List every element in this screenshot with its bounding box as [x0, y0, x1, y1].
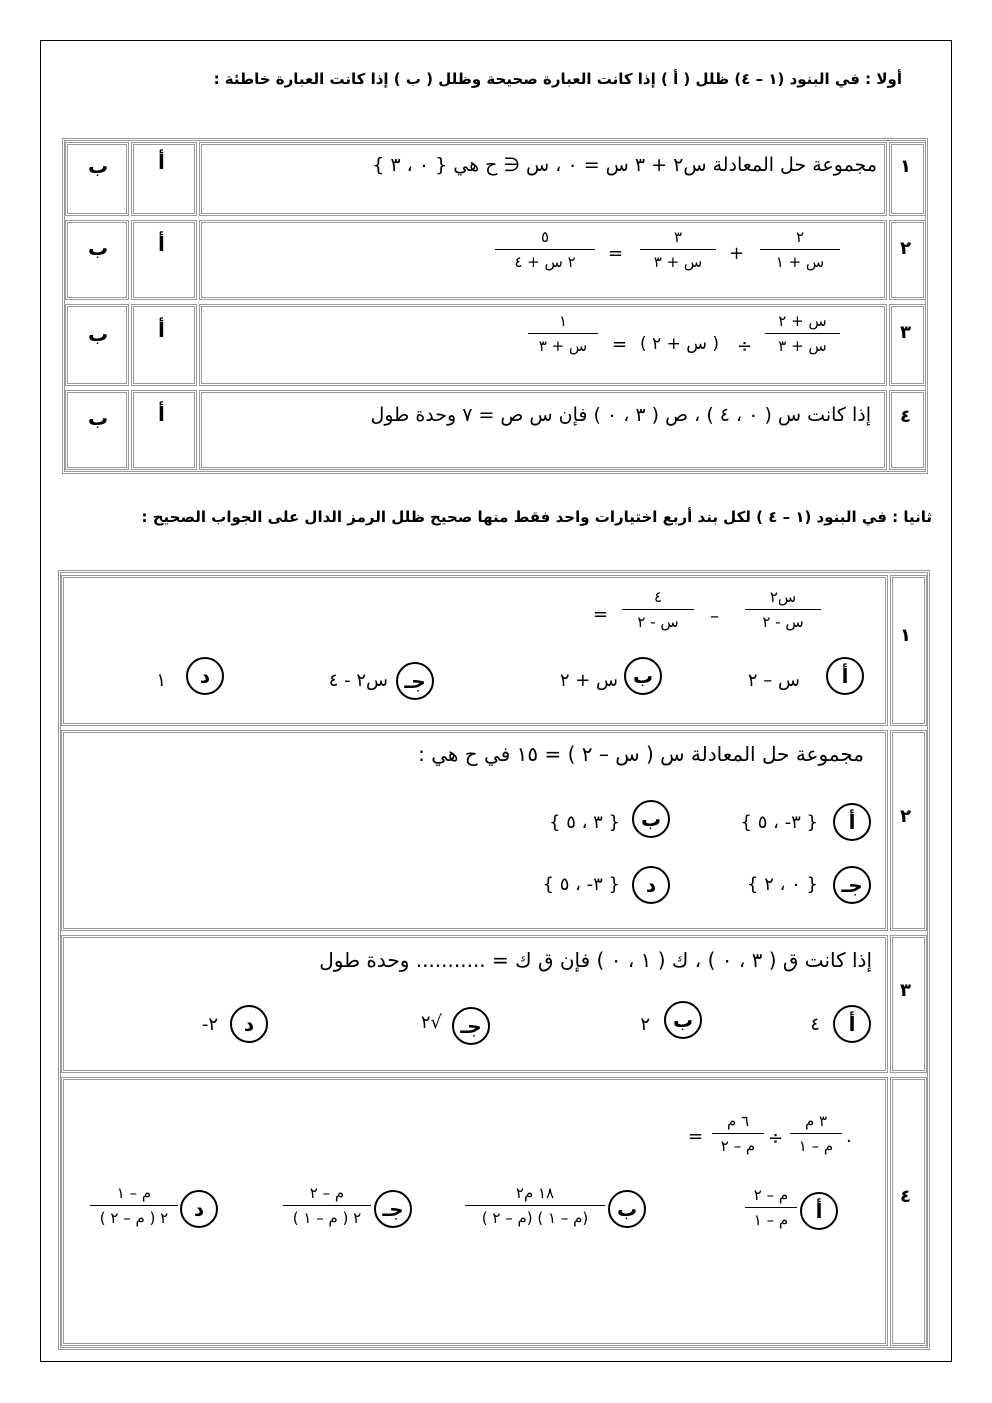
section2-heading: ثانيا : في البنود (١ – ٤ ) لكل بند أربع اختيارات واحد فقط منها صحيح ظلل الرمز الدال على الجواب الصحيح : [141, 508, 932, 526]
section1-heading: أولا : في البنود (١ – ٤) ظلل ( أ ) إذا كانت العبارة صحيحة وظلل ( ب ) إذا كانت العبارة خاطئة : [213, 70, 902, 88]
s2-q2-option-a-circle[interactable]: أ [833, 803, 871, 841]
s2-q1-equals: = [593, 604, 609, 625]
s2-q4-number: ٤ [900, 1186, 911, 1207]
s2-q3-option-d-circle[interactable]: د [230, 1005, 268, 1043]
s2-q2-number: ٢ [900, 806, 911, 827]
s1-row4-number: ٤ [900, 406, 911, 427]
s2-q1-f1-num: س٢ [769, 588, 797, 606]
s2-q2-text: مجموعة حل المعادلة س ( س – ٢ ) = ١٥ في ح هي : [418, 742, 864, 766]
s2-q1-option-a: س – ٢ [747, 670, 800, 691]
s1-row2-op1: + [729, 243, 745, 264]
s1-row2-fraction-1 [760, 228, 840, 271]
s2-q4-f1-num: ٣ م [804, 1112, 828, 1130]
s2-q3-option-d: ٢- [201, 1014, 218, 1035]
s2-q4-fraction-1 [790, 1112, 842, 1155]
s1-row2-b-label: ب [88, 236, 109, 260]
s1-row4-statement [199, 390, 887, 470]
s1-row4-number-cell [889, 390, 926, 470]
s2-q2-option-c-circle[interactable]: جـ [833, 866, 871, 904]
s1-row2-f2-den: س + ٣ [653, 253, 703, 271]
s1-row3-f1-den: س + ٣ [778, 337, 827, 355]
s2-q2-option-d-circle[interactable]: د [632, 866, 670, 904]
s2-q1-f1-den: س - ٢ [762, 613, 804, 631]
s1-row2-number-cell [889, 220, 926, 300]
s1-row3-number: ٣ [900, 322, 911, 343]
s2-q1-number: ١ [900, 625, 911, 646]
s1-row3-fraction-2 [528, 312, 598, 355]
s2-q4-option-c-num: م – ٢ [309, 1184, 345, 1202]
s2-q3-option-b-circle[interactable]: ب [664, 1001, 702, 1039]
s2-q2-option-c: { ٠ ، ٢ } [747, 874, 818, 895]
s2-q4-option-b-num: ١٨ م٢ [515, 1184, 555, 1202]
s1-row1-number: ١ [900, 156, 911, 177]
s2-q2-option-b: { ٣ ، ٥ } [549, 812, 620, 833]
s2-q1-option-b-circle[interactable]: ب [624, 657, 662, 695]
s1-row3-middle: ( س + ٢ ) [640, 334, 720, 354]
s2-q2-option-b-circle[interactable]: ب [632, 800, 670, 838]
s2-q1-number-cell [890, 575, 927, 726]
s2-q4-option-a-circle[interactable]: أ [800, 1192, 838, 1230]
s2-q3-option-c-circle[interactable]: جـ [452, 1007, 490, 1045]
s1-row2-a-label: أ [158, 232, 165, 256]
s2-q4-option-d-num: م – ١ [116, 1184, 152, 1202]
s2-q2-number-cell [890, 730, 927, 931]
s1-row3-b-label: ب [88, 322, 109, 346]
s2-q3-option-a: ٤ [810, 1014, 820, 1035]
s1-row3-f1-num: س + ٢ [778, 312, 827, 330]
s2-q1-fraction-1 [745, 588, 821, 631]
s2-q3-text: إذا كانت ق ( ٣ ، ٠ ) ، ك ( ١ ، ٠ ) فإن ق ك = ........... وحدة طول [319, 948, 872, 972]
s2-q1-option-d-circle[interactable]: د [186, 657, 224, 695]
s1-row4-answer-b[interactable] [65, 390, 129, 470]
s2-q4-dot: . [846, 1126, 852, 1147]
s1-row3-op2: = [612, 334, 628, 355]
s1-row4-a-label: أ [158, 402, 165, 426]
s2-q4-option-b-circle[interactable]: ب [608, 1190, 646, 1228]
s2-q4-option-c-circle[interactable]: جـ [374, 1190, 412, 1228]
s2-q3-option-b: ٢ [640, 1014, 650, 1035]
s1-row3-number-cell [889, 304, 926, 386]
s2-q4-option-c [283, 1184, 371, 1227]
s1-row2-f1-num: ٢ [795, 228, 805, 246]
s1-row3-f2-den: س + ٣ [538, 337, 588, 355]
s1-row2-fraction-3 [495, 228, 595, 271]
s2-q1-f2-den: س - ٢ [637, 613, 679, 631]
s1-row3-answer-a[interactable] [131, 304, 197, 386]
s1-row4-text: إذا كانت س ( ٠ ، ٤ ) ، ص ( ٣ ، ٠ ) فإن س ص = ٧ وحدة طول [370, 404, 871, 426]
s2-q4-option-c-den: ٢ ( م – ١ ) [292, 1209, 362, 1227]
s1-row1-a-label: أ [158, 150, 165, 174]
s2-q4-option-a [745, 1186, 797, 1229]
s2-q4-equals: = [688, 1126, 704, 1147]
s1-row2-f3-den: ٢ س + ٤ [514, 253, 576, 271]
s1-row3-f2-num: ١ [558, 312, 568, 330]
s1-row1-number-cell [889, 142, 926, 216]
s1-row1-text: مجموعة حل المعادلة س٢ + ٣ س = ٠ ، س ∈ ح هي { ٠ ، ٣ } [372, 154, 877, 176]
s2-q1-option-c-circle[interactable]: جـ [396, 662, 434, 700]
s2-q1-option-a-circle[interactable]: أ [826, 657, 864, 695]
s1-row3-op1: ÷ [737, 336, 753, 357]
s2-q4-f2-num: ٦ م [726, 1112, 750, 1130]
s2-q1-option-b: س + ٢ [559, 670, 618, 691]
s1-row1-b-label: ب [88, 154, 109, 178]
s2-q4-divide: ÷ [768, 1128, 784, 1149]
s2-q3-number: ٣ [900, 980, 911, 1001]
s2-q4-option-d-circle[interactable]: د [180, 1190, 218, 1228]
s2-q4-fraction-2 [712, 1112, 764, 1155]
s1-row2-f3-num: ٥ [540, 228, 550, 246]
s2-q4-option-a-den: م – ١ [753, 1211, 789, 1229]
s2-q1-f2-num: ٤ [653, 588, 663, 606]
s1-row2-op2: = [608, 243, 624, 264]
s2-q4-number-cell [890, 1077, 927, 1346]
s2-q1-minus: – [710, 606, 719, 627]
s2-q2-option-a: { ٣- ، ٥ } [740, 812, 818, 833]
s1-row2-number: ٢ [900, 238, 911, 259]
s1-row2-answer-b[interactable] [65, 220, 129, 300]
s1-row2-f1-den: س + ١ [775, 253, 825, 271]
s2-q4-option-d-den: ٢ ( م – ٢ ) [99, 1209, 169, 1227]
s2-q1-option-c: س٢ - ٤ [328, 670, 388, 691]
s2-q1-fraction-2 [622, 588, 694, 631]
s2-q1-option-d: ١ [156, 670, 166, 691]
s2-q4-option-b [465, 1184, 605, 1227]
s1-row3-fraction-1 [765, 312, 840, 355]
s2-q3-number-cell [890, 935, 927, 1073]
s1-row4-b-label: ب [88, 406, 109, 430]
s2-q4-option-d [90, 1184, 178, 1227]
s1-row2-f2-num: ٣ [673, 228, 683, 246]
s2-q4-f1-den: م – ١ [798, 1137, 834, 1155]
s2-q3-option-a-circle[interactable]: أ [833, 1005, 871, 1043]
s2-q4-f2-den: م – ٢ [720, 1137, 756, 1155]
s2-q4-option-b-den: (م – ١ ) (م – ٢ ) [481, 1209, 589, 1227]
s2-q3-option-c: √٢ [420, 1012, 442, 1033]
s1-row3-a-label: أ [158, 318, 165, 342]
s1-row2-fraction-2 [640, 228, 716, 271]
s2-q2-option-d: { ٣- ، ٥ } [542, 874, 620, 895]
s2-q4-option-a-num: م – ٢ [753, 1186, 789, 1204]
